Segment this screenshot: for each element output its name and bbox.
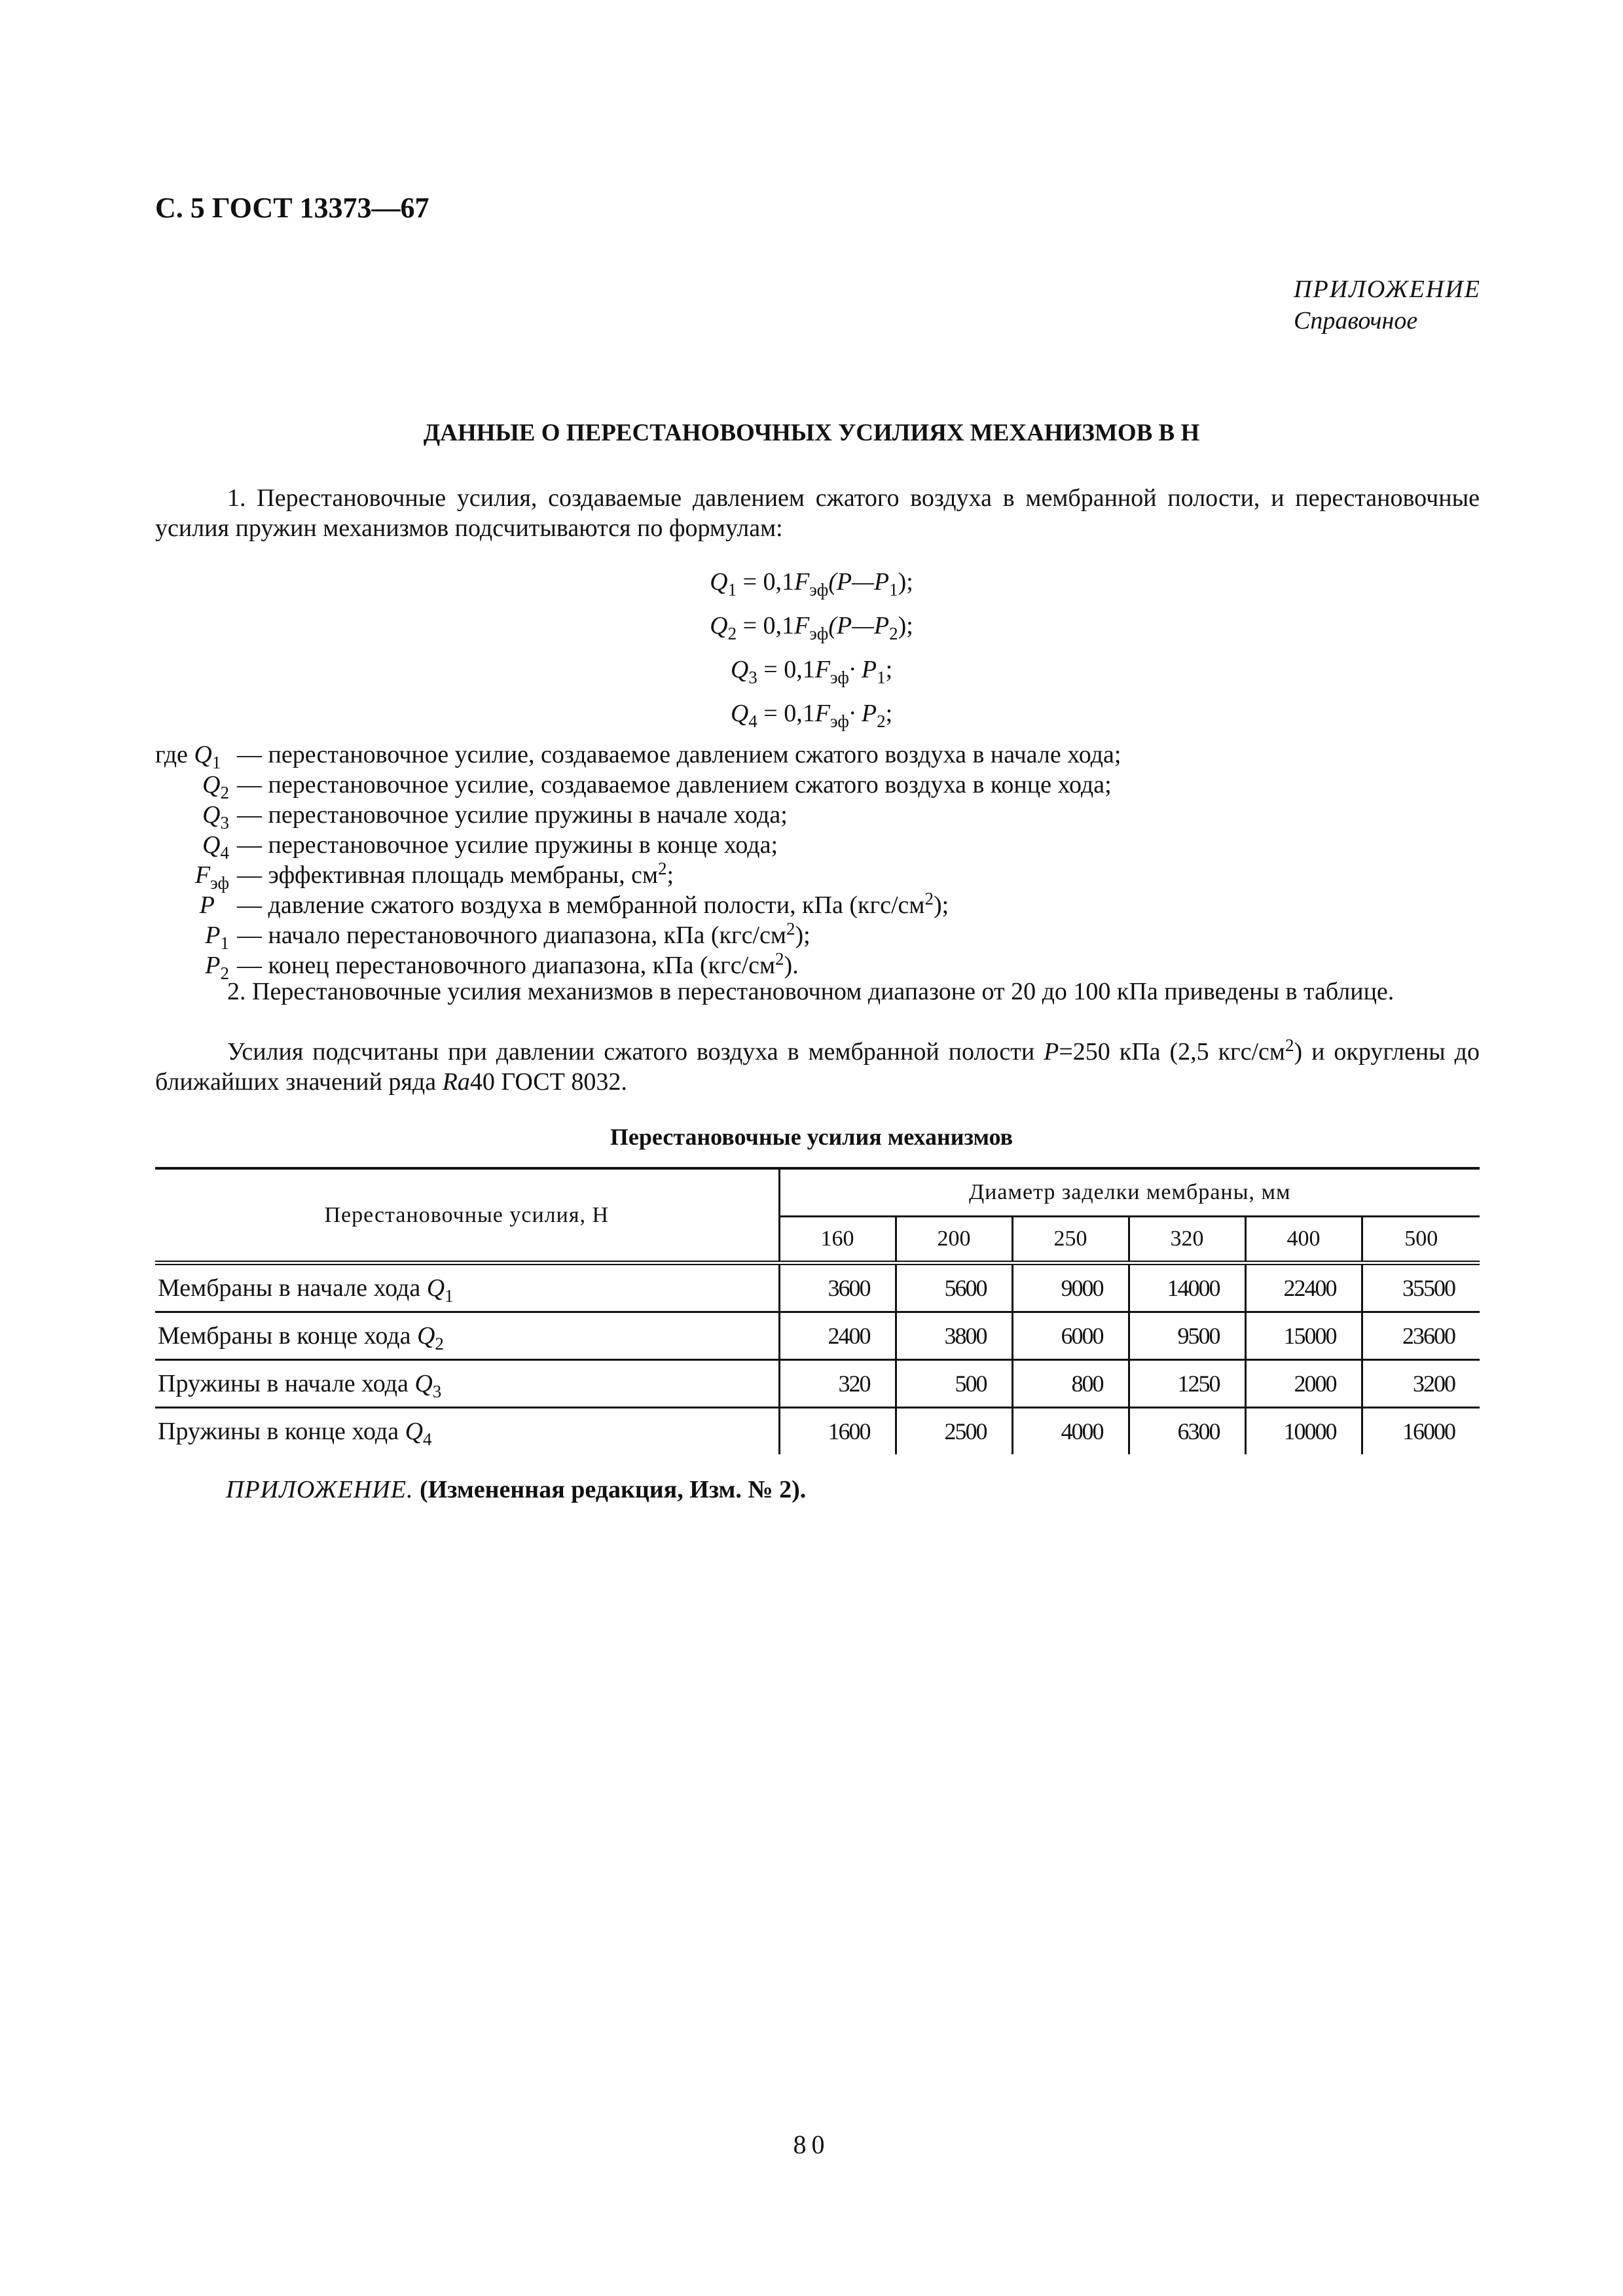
table-row (155, 1360, 1480, 1408)
diameter-header: 200 (896, 1217, 1012, 1263)
diameter-header: 400 (1245, 1217, 1362, 1263)
row-label: Пружины в конце хода $Q_4$ (155, 1408, 779, 1455)
row-label: Мембраны в начале хода $Q_1$ (155, 1263, 779, 1312)
table-cell: 3600 (779, 1263, 896, 1312)
table-cell: 5600 (896, 1263, 1012, 1312)
paragraph-1: 1. Перестановочные усилия, создаваемые давлением сжатого воздуха в мембранной полости, и перестановочные усилия пружин механизмов подсчитываются по формулам: (155, 484, 1480, 542)
definition-q4: $Q_4$ — перестановочное усилие пружины в конце хода; (202, 831, 778, 863)
table-cell: 1250 (1129, 1360, 1245, 1408)
table-cell: 9500 (1129, 1312, 1245, 1360)
table-row (155, 1263, 1480, 1312)
table-cell: 16000 (1402, 1418, 1455, 1444)
paragraph-2: 2. Перестановочные усилия механизмов в перестановочном диапазоне от 20 до 100 кПа приведены в таблице. (227, 978, 1395, 1005)
table-group-header: Диаметр заделки мембраны, мм (779, 1168, 1480, 1217)
table-cell: 320 (779, 1360, 896, 1408)
table-cell: 500 (896, 1360, 1012, 1408)
formula-q4: $Q_4 = 0,1F_{эф}\cdot P_2$; (730, 700, 893, 731)
table-row (155, 1312, 1480, 1360)
diameter-header: 500 (1362, 1217, 1480, 1263)
paragraph-3: Усилия подсчитаны при давлении сжатого воздуха в мембранной полости P=250 кПа (2,5 кгс/$см^2$) и округлены до ближайших значений ряда Ra40 ГОСТ 8032. (155, 1035, 1480, 1096)
definition-q2: $Q_2$ — перестановочное усилие, создаваемое давлением сжатого воздуха в конце хода; (202, 771, 1112, 802)
table-caption: Перестановочные усилия механизмов (610, 1124, 1013, 1150)
appendix-label: ПРИЛОЖЕНИЕ (1294, 276, 1481, 303)
formula-q1: $Q_1$ = $0,1F_{эф}(P—P_1)$; (710, 568, 913, 600)
table-cell: 2500 (896, 1408, 1012, 1455)
appendix-kind: Справочное (1294, 307, 1418, 334)
definition-f-eff: $F_{эф}$ — эффективная площадь мембраны, $см^2$; (194, 859, 674, 893)
definitions-list (155, 740, 1122, 983)
revision-note: ПРИЛОЖЕНИЕ. (Измененная редакция, Изм. № 2). (226, 1476, 807, 1503)
section-title: ДАННЫЕ О ПЕРЕСТАНОВОЧНЫХ УСИЛИЯХ МЕХАНИЗМОВ В Н (423, 420, 1200, 446)
formula-q3: $Q_3 = 0,1F_{эф}\cdot P_1$; (730, 656, 893, 687)
table-col-header: Перестановочные усилия, Н (155, 1168, 779, 1263)
row-label: Пружины в начале хода $Q_3$ (155, 1360, 779, 1408)
table-cell: 23600 (1362, 1312, 1480, 1360)
table-cell: 35500 (1362, 1263, 1480, 1312)
table-cell: 800 (1012, 1360, 1129, 1408)
table-cell: 2000 (1245, 1360, 1362, 1408)
page-number: 80 (793, 2130, 830, 2159)
table-cell: 3800 (896, 1312, 1012, 1360)
diameter-header: 320 (1129, 1217, 1245, 1263)
table-cell: 2400 (779, 1312, 896, 1360)
formula-q2: $Q_2$ = $0,1F_{эф}(P—P_2)$; (710, 612, 913, 643)
definition-p1: $P_1$ — начало перестановочного диапазона, кПа $(кгс/см^2)$; (205, 919, 811, 953)
table-cell: 15000 (1245, 1312, 1362, 1360)
diameter-header: 250 (1012, 1217, 1129, 1263)
diameter-header: 160 (779, 1217, 896, 1263)
definition-q3: $Q_3$ — перестановочное усилие пружины в начале хода; (202, 801, 788, 833)
table-cell: 6300 (1129, 1408, 1245, 1455)
appendix-block (1294, 274, 1481, 336)
table-cell: 4000 (1012, 1408, 1129, 1455)
definition-q1: где $Q_1$ — перестановочное усилие, создаваемое давлением сжатого воздуха в начале хода; (155, 741, 1122, 772)
row-label: Мембраны в конце хода $Q_2$ (155, 1312, 779, 1360)
formulas-block (0, 560, 1623, 736)
definition-p: P — давление сжатого воздуха в мембранной полости, кПа $(кгс/см^2)$; (199, 889, 949, 919)
table-cell: 10000 (1245, 1408, 1362, 1455)
table-cell: 1600 (779, 1408, 896, 1455)
table-cell: 14000 (1129, 1263, 1245, 1312)
table-row (155, 1408, 1480, 1455)
definition-p2: $P_2$ — конец перестановочного диапазона, кПа $(кгс/см^2)$. (205, 949, 799, 983)
table-cell: 3200 (1362, 1360, 1480, 1408)
table-cell: 22400 (1245, 1263, 1362, 1312)
table-cell: 6000 (1012, 1312, 1129, 1360)
forces-table (155, 1167, 1480, 1454)
table-cell: 9000 (1012, 1263, 1129, 1312)
document-header: С. 5 ГОСТ 13373—67 (155, 192, 429, 224)
